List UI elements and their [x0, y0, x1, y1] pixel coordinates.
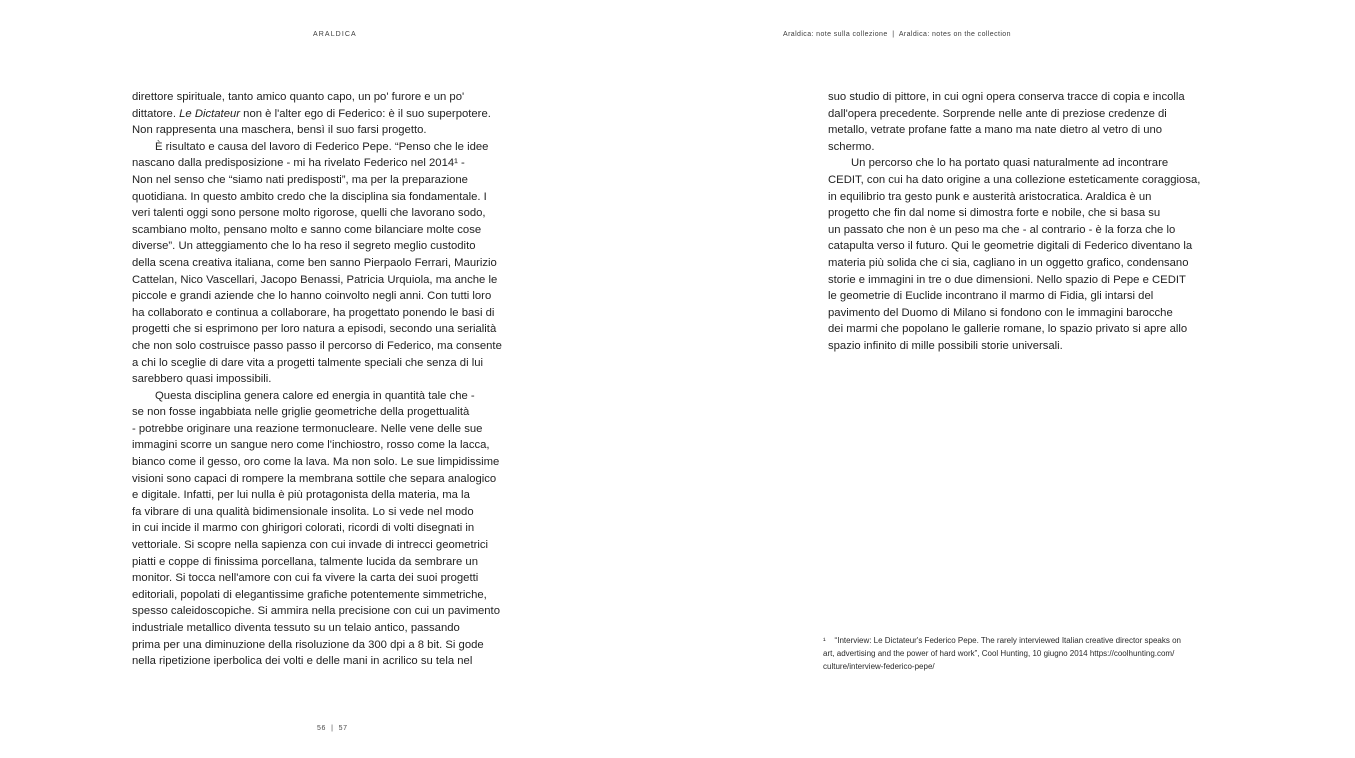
text-line: progetti che si esprimono per loro natura a episodi, secondo una serialità: [132, 323, 497, 336]
text-line: Non rappresenta una maschera, bensì il suo farsi progetto.: [132, 124, 427, 137]
text-line: se non fosse ingabbiata nelle griglie geometriche della progettualità: [132, 406, 470, 419]
text-line: fa vibrare di una qualità bidimensionale insolita. Lo si vede nel modo: [132, 505, 474, 518]
text-line: nella ripetizione iperbolica dei volti e delle mani in acrilico su tela nel: [132, 655, 473, 668]
text-line: sarebbero quasi impossibili.: [132, 373, 272, 386]
text-line: piatti e coppe di finissima porcellana, talmente lucida da sembrare un: [132, 555, 479, 568]
text-line: Un percorso che lo ha portato quasi naturalmente ad incontrare: [851, 157, 1169, 170]
right-text-column: [828, 89, 1248, 355]
text-line: metallo, vetrate profane fatte a mano ma nate dietro al vetro di uno: [828, 124, 1163, 137]
text-line: catapulta verso il futuro. Qui le geometrie digitali di Federico diventano la: [828, 240, 1193, 253]
text-line: che non solo costruisce passo passo il percorso di Federico, ma consente: [132, 339, 502, 352]
footnote-line: ¹ “Interview: Le Dictateur's Federico Pepe. The rarely interviewed Italian creative director speaks on: [823, 636, 1181, 645]
text-line: un passato che non è un peso ma che - al contrario - è la forza che lo: [828, 223, 1176, 236]
text-line: ha collaborato e continua a collaborare, ha progettato ponendo le basi di: [132, 306, 495, 319]
text-line: quotidiana. In questo ambito credo che la disciplina sia fondamentale. I: [132, 190, 487, 203]
text-line: vettoriale. Si scopre nella sapienza con cui invade di intrecci geometrici: [132, 539, 489, 552]
text-line: spesso caleidoscopiche. Si ammira nella precisione con cui un pavimento: [132, 605, 500, 618]
text-line: monitor. Si tocca nell'amore con cui fa vivere la carta dei suoi progetti: [132, 572, 479, 585]
running-header-left: ARALDICA: [313, 31, 357, 38]
running-header-right: Araldica: note sulla collezione | Araldica: notes on the collection: [783, 31, 1011, 38]
text-line: CEDIT, con cui ha dato origine a una collezione esteticamente coraggiosa,: [828, 173, 1201, 186]
text-line: diverse”. Un atteggiamento che lo ha reso il segreto meglio custodito: [132, 240, 476, 253]
text-line: Questa disciplina genera calore ed energia in quantità tale che -: [155, 389, 475, 402]
text-line: storie e immagini in tre o due dimensioni. Nello spazio di Pepe e CEDIT: [828, 273, 1186, 286]
text-line: prima per una diminuzione della risoluzione da 300 dpi a 8 bit. Si gode: [132, 638, 484, 651]
text-line: scambiano molto, pensano molto e sanno come bilanciare molte cose: [132, 223, 482, 236]
text-line: direttore spirituale, tanto amico quanto capo, un po' furore e un po': [132, 91, 465, 103]
text-line: le geometrie di Euclide incontrano il marmo di Fidia, gli intarsi del: [828, 290, 1154, 303]
footnote-line: culture/interview-federico-pepe/: [823, 662, 935, 671]
text-line: suo studio di pittore, in cui ogni opera conserva tracce di copia e incolla: [828, 91, 1185, 103]
text-line: spazio infinito di mille possibili storie universali.: [828, 339, 1063, 352]
text-line: in equilibrio tra gesto punk e austerità aristocratica. Araldica è un: [828, 190, 1152, 203]
text-line: schermo.: [828, 140, 875, 153]
page-number-footer: 56 | 57: [317, 725, 348, 732]
text-line: industriale metallico diventa tessuto su un telaio antico, passando: [132, 622, 460, 634]
text-line: È risultato e causa del lavoro di Federico Pepe. “Penso che le idee: [155, 140, 489, 153]
text-line: - potrebbe originare una reazione termonucleare. Nelle vene delle sue: [132, 422, 483, 435]
text-line: dall'opera precedente. Sorprende nelle ante di preziose credenze di: [828, 107, 1167, 120]
text-line: pavimento del Duomo di Milano si fondono con le immagini barocche: [828, 306, 1173, 319]
text-line: Cattelan, Nico Vascellari, Jacopo Benassi, Patricia Urquiola, ma anche le: [132, 273, 498, 286]
text-line: visioni sono capaci di rompere la membrana sottile che separa analogico: [132, 472, 497, 485]
text-line: progetto che fin dal nome si dimostra forte e nobile, che si basa su: [828, 207, 1161, 220]
text-line: immagini scorre un sangue nero come l'inchiostro, rosso come la lacca,: [132, 439, 490, 452]
text-line: dittatore. Le Dictateur non è l'alter ego di Federico: è il suo superpotere.: [132, 107, 491, 120]
text-line: in cui incide il marmo con ghirigori colorati, ricordi di volti disegnati in: [132, 522, 475, 535]
text-line: piccole e grandi aziende che lo hanno coinvolto negli anni. Con tutti loro: [132, 290, 492, 303]
text-line: dei marmi che popolano le gallerie romane, lo spazio privato si apre allo: [828, 323, 1188, 336]
text-line: Non nel senso che “siamo nati predisposti”, ma per la preparazione: [132, 173, 468, 186]
text-line: veri talenti oggi sono persone molto rigorose, quelli che lavorano sodo,: [132, 207, 486, 220]
left-text-column: [132, 89, 552, 670]
footnote-line: art, advertising and the power of hard work”, Cool Hunting, 10 giugno 2014 https://coolhunting.com/: [823, 649, 1175, 658]
text-line: editoriali, popolati di elegantissime grafiche potentemente simmetriche,: [132, 588, 487, 601]
text-line: materia più solida che ci sia, cagliano in un oggetto grafico, condensano: [828, 256, 1189, 269]
text-line: bianco come il gesso, oro come la lava. Ma non solo. Le sue limpidissime: [132, 456, 500, 469]
text-line: a chi lo sceglie di dare vita a progetti talmente speciali che senza di lui: [132, 356, 484, 369]
text-line: nascano dalla predisposizione - mi ha rivelato Federico nel 2014¹ -: [132, 157, 465, 170]
footnote: [823, 634, 1233, 673]
text-line: della scena creativa italiana, come ben sanno Pierpaolo Ferrari, Maurizio: [132, 256, 497, 269]
text-line: e digitale. Infatti, per lui nulla è più protagonista della materia, ma la: [132, 489, 470, 502]
